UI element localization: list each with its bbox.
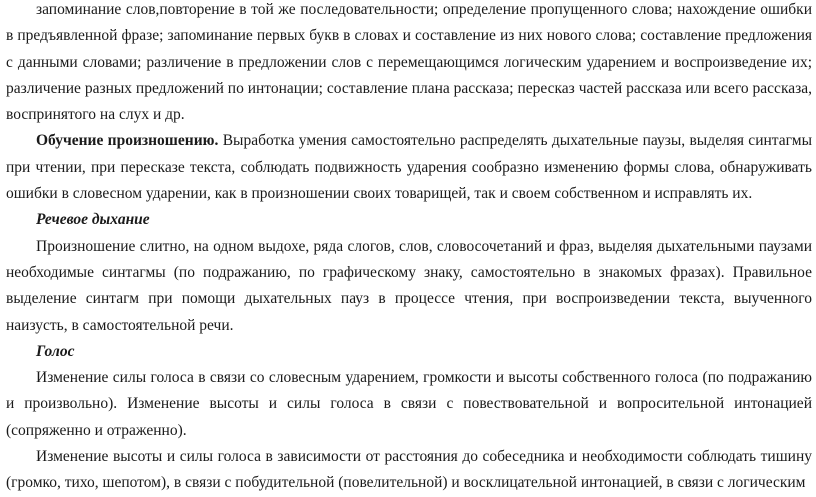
- pronunciation-text: Выработка умения самостоятельно распределять дыхательные паузы, выделяя синтагмы при чтении, при пересказе текста, соблюдать подвижность ударения сообразно изменению формы слова, обнаруживать ошибки в словесном ударении, как в произношении своих товарищей, так и своем собственном и исправлять их.: [6, 132, 812, 203]
- heading-speech-breathing-text: Речевое дыхание: [36, 211, 150, 229]
- paragraph-voice-2: Изменение высоты и силы голоса в зависимости от расстояния до собеседника и необходимости соблюдать тишину (громко, тихо, шепотом), в связи с побудительной (повелительной) и восклицательной интонацией, в связи с логическим: [6, 448, 812, 492]
- heading-voice: [6, 339, 812, 365]
- heading-speech-breathing: [6, 207, 812, 233]
- paragraph-breathing: Произношение слитно, на одном выдохе, ряда слогов, слов, словосочетаний и фраз, выделяя дыхательными паузами необходимые синтагмы (по подражанию, по графическому знаку, самостоятельно в знакомых фразах). Правильное выделение синтагм при помощи дыхательных пауз в процессе чтения, при воспроизведении текста, выученного наизусть, в самостоятельной речи.: [6, 237, 812, 334]
- paragraph-pronunciation: [6, 128, 812, 207]
- paragraph-voice-1: Изменение силы голоса в связи со словесным ударением, громкости и высоты собственного голоса (по подражанию и произвольно). Изменение высоты и силы голоса в связи с повествовательной и вопросительной интонацией (сопряженно и отраженно).: [6, 369, 812, 439]
- heading-voice-text: Голос: [36, 342, 75, 360]
- paragraph-speech-exercises: запоминание слов,повторение в той же последовательности; определение пропущенного слова; нахождение ошибки в предъявленной фразе; запоминание первых букв в словах и составление из них нового слова; составление предложения с данными словами; различение в предложении слов с перемещающимся логическим ударением и воспроизведение их; различение разных предложений по интонации; составление плана рассказа; пересказ частей рассказа или всего рассказа, воспринятого на слух и др.: [6, 1, 812, 124]
- heading-pronunciation: Обучение произношению.: [36, 132, 219, 150]
